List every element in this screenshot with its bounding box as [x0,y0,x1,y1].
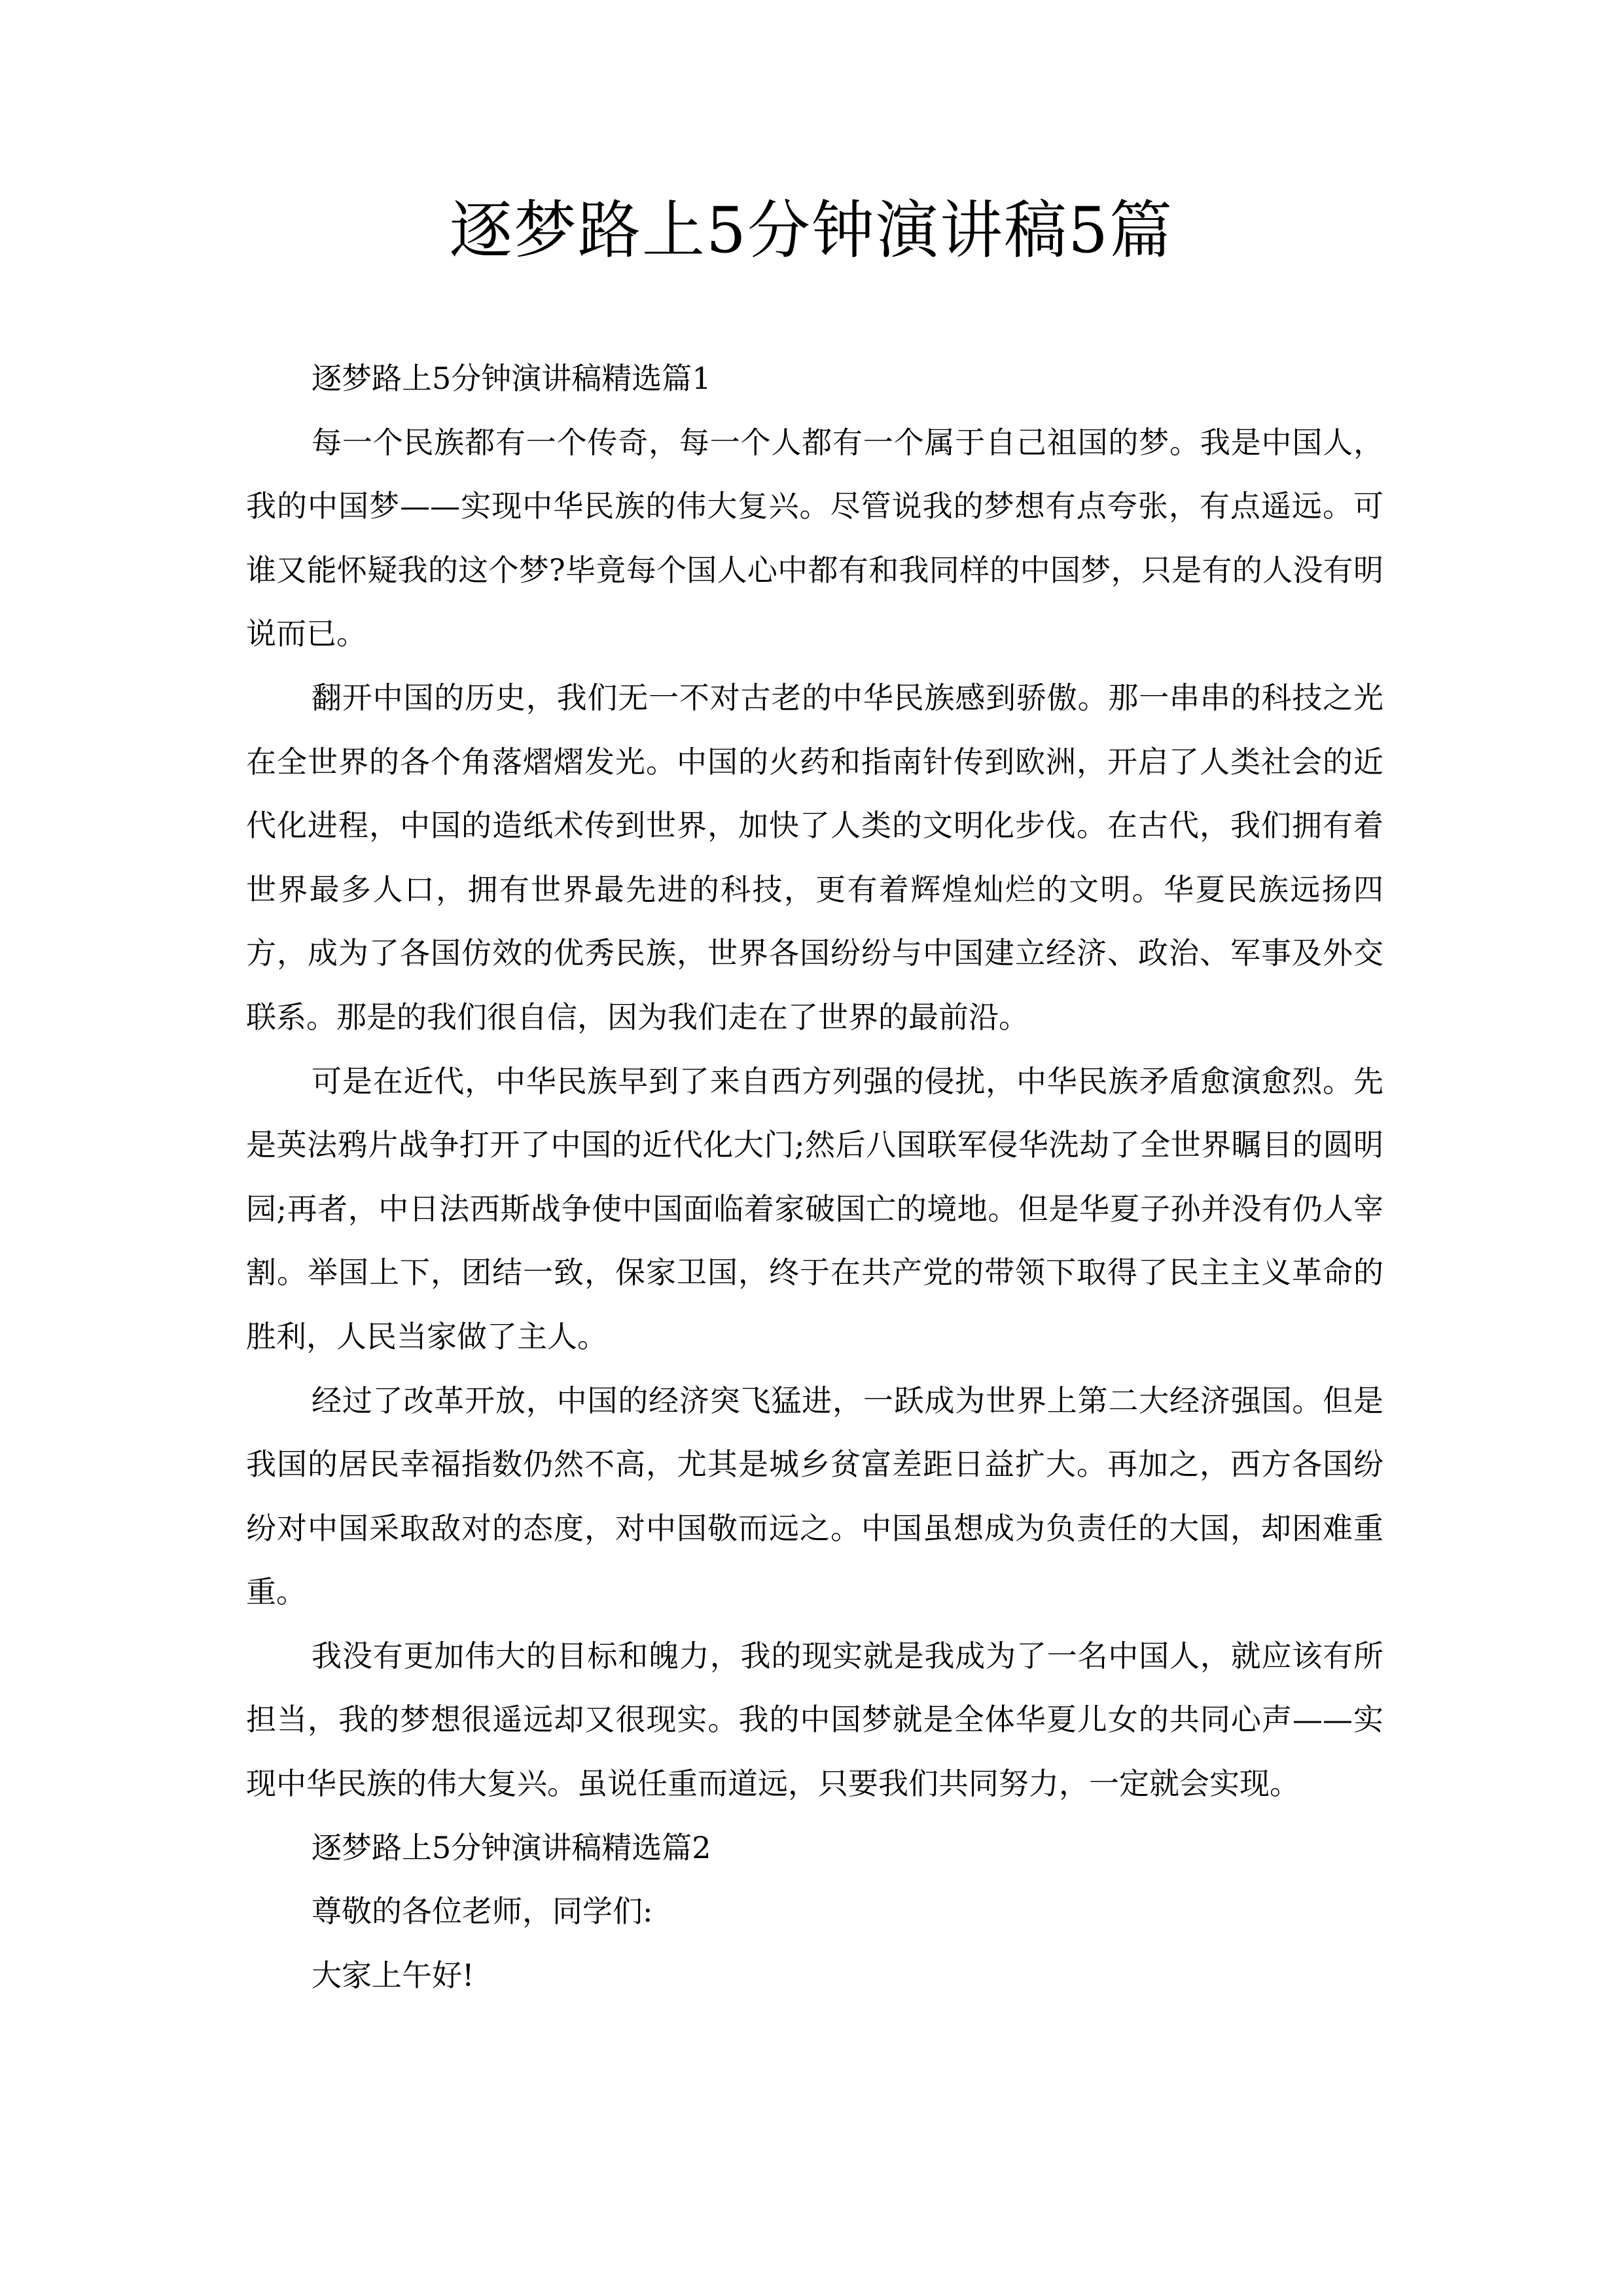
paragraph: 经过了改革开放，中国的经济突飞猛进，一跃成为世界上第二大经济强国。但是我国的居民幸福指数仍然不高，尤其是城乡贫富差距日益扩大。再加之，西方各国纷纷对中国采取敌对的态度，对中国敬而远之。中国虽想成为负责任的大国，却困难重重。 [246,1382,1383,1610]
paragraph: 可是在近代，中华民族早到了来自西方列强的侵扰，中华民族矛盾愈演愈烈。先是英法鸦片战争打开了中国的近代化大门;然后八国联军侵华洗劫了全世界瞩目的圆明园;再者，中日法西斯战争使中国面临着家破国亡的境地。但是华夏子孙并没有仍人宰割。举国上下，团结一致，保家卫国，终于在共产党的带领下取得了民主主义革命的胜利，人民当家做了主人。 [246,1063,1383,1354]
section-heading: 逐梦路上5分钟演讲稿精选篇2 [312,1829,711,1865]
salutation: 尊敬的各位老师，同学们: [312,1893,653,1929]
greeting: 大家上午好! [312,1957,474,1993]
document-title: 逐梦路上5分钟演讲稿5篇 [449,194,1174,267]
document-body [246,347,1383,2007]
section-heading: 逐梦路上5分钟演讲稿精选篇1 [312,361,711,396]
paragraph: 翻开中国的历史，我们无一不对古老的中华民族感到骄傲。那一串串的科技之光在全世界的各个角落熠熠发光。中国的火药和指南针传到欧洲，开启了人类社会的近代化进程，中国的造纸术传到世界，加快了人类的文明化步伐。在古代，我们拥有着世界最多人口，拥有世界最先进的科技，更有着辉煌灿烂的文明。华夏民族远扬四方，成为了各国仿效的优秀民族，世界各国纷纷与中国建立经济、政治、军事及外交联系。那是的我们很自信，因为我们走在了世界的最前沿。 [246,679,1383,1035]
paragraph: 每一个民族都有一个传奇，每一个人都有一个属于自己祖国的梦。我是中国人，我的中国梦——实现中华民族的伟大复兴。尽管说我的梦想有点夸张，有点遥远。可谁又能怀疑我的这个梦?毕竟每个国人心中都有和我同样的中国梦，只是有的人没有明说而已。 [246,424,1383,652]
paragraph: 我没有更加伟大的目标和魄力，我的现实就是我成为了一名中国人，就应该有所担当，我的梦想很遥远却又很现实。我的中国梦就是全体华夏儿女的共同心声——实现中华民族的伟大复兴。虽说任重而道远，只要我们共同努力，一定就会实现。 [246,1638,1383,1802]
